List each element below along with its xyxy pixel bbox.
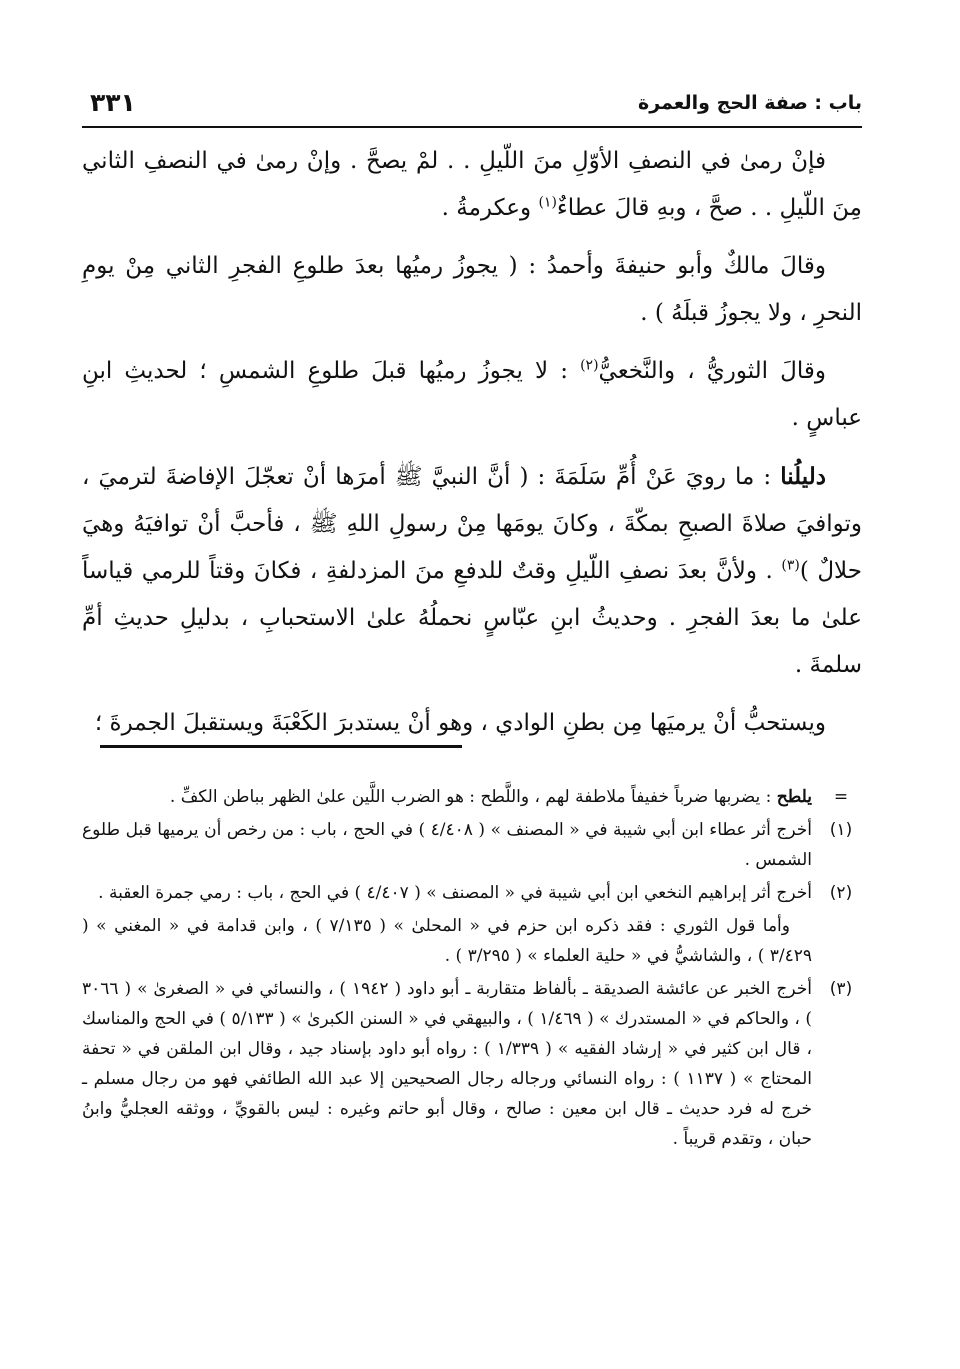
running-header xyxy=(82,82,862,128)
footnote-3-mark: (٣) xyxy=(829,979,853,999)
paragraph-5: ويستحبُّ أنْ يرميَها مِن بطنِ الوادي ، وهو أنْ يستدبرَ الكَعْبَةَ ويستقبلَ الجمرةَ ؛ xyxy=(94,710,826,736)
paragraph-2: وقالَ مالكٌ وأبو حنيفةَ وأحمدُ : ( يجوزُ رميُها بعدَ طلوعِ الفجرِ الثاني مِنْ يومِ النحرِ ، ولا يجوزُ قبلَهُ ) . xyxy=(82,253,862,326)
footnote-2-mark: (٢) xyxy=(829,883,853,903)
footnote-ref-2: (٢) xyxy=(580,357,599,374)
paragraph-4 xyxy=(82,453,862,689)
footnote-3 xyxy=(82,974,862,1154)
main-text xyxy=(82,138,862,758)
evidence-label: دليلُنا xyxy=(780,463,826,490)
footnotes xyxy=(82,782,862,1157)
footnote-2 xyxy=(82,878,862,908)
footnote-continuation-text: : يضربها ضرباً خفيفاً ملاطفة لهم ، واللَّطح : هو الضرب اللَّين علىٰ الظهر بباطن الكفِّ . xyxy=(169,787,777,807)
paragraph-3-end: : لا يجوزُ رميُها قبلَ طلوعِ الشمسِ ؛ لحديثِ ابنِ عباسٍ . xyxy=(82,358,862,431)
footnote-ref-1: (١) xyxy=(538,194,557,211)
footnote-1-mark: (١) xyxy=(829,820,853,840)
footnote-1-text: أخرج أثر عطاء ابن أبي شيبة في « المصنف » ( ٤/٤٠٨ ) في الحج ، باب : من رخص أن يرميها قبل طلوع الشمس . xyxy=(82,820,812,870)
continuation-mark: = xyxy=(833,787,849,807)
chapter-title: باب : صفة الحج والعمرة xyxy=(638,92,862,114)
footnote-headword: يلطح xyxy=(776,787,812,807)
footnote-separator xyxy=(100,745,462,748)
page-number: ٣٣١ xyxy=(90,88,136,117)
paragraph-3 xyxy=(82,348,862,442)
footnote-continuation xyxy=(82,782,862,812)
footnote-2-text: أخرج أثر إبراهيم النخعي ابن أبي شيبة في « المصنف » ( ٤/٤٠٧ ) في الحج ، باب : رمي جمرة العقبة . xyxy=(98,883,812,903)
footnote-3-text: أخرج الخبر عن عائشة الصديقة ـ بألفاظ متقاربة ـ أبو داود ( ١٩٤٢ ) ، والنسائي في « الصغرىٰ » ( ٣٠٦٦ ) ، والحاكم في « المستدرك » ( ١/٤٦٩ ) ، والبيهقي في « السنن الكبرىٰ » ( ٥/١٣٣ ) في الحج والمناسك ، قال ابن كثير في « إرشاد الفقيه » ( ١/٣٣٩ ) : رواه أبو داود بإسناد جيد ، وقال ابن الملقن في « تحفة المحتاج » ( ١١٣٧ ) : رواه النسائي ورجاله رجال الصحيحين إلا عبد الله الطائفي فهو من رجال مسلم ـ خرج له فرد حديث ـ قال ابن معين : صالح ، وقال أبو حاتم وغيره : ليس بالقويِّ ، ووثقه العجليُّ وابنُ حبان ، وتقدم قريباً . xyxy=(82,979,813,1149)
paragraph-3-start: وقالَ الثوريُّ ، والنَّخعيُّ xyxy=(598,358,826,384)
paragraph-1-end: وعكرمةُ . xyxy=(441,195,539,221)
footnote-ref-3: (٣) xyxy=(781,557,800,574)
paragraph-1 xyxy=(82,138,862,232)
footnote-2-continuation: وأما قول الثوري : فقد ذكره ابن حزم في « المحلىٰ » ( ٧/١٣٥ ) ، وابن قدامة في « المغني » ( ٣/٤٢٩ ) ، والشاشيُّ في « حلية العلماء » ( ٣/٢٩٥ ) . xyxy=(82,916,812,966)
footnote-1 xyxy=(82,815,862,875)
paragraph-1-text: فإنْ رمىٰ في النصفِ الأوّلِ منَ اللّيلِ . . لمْ يصحَّ . وإنْ رمىٰ في النصفِ الثاني مِنَ اللّيلِ . . صحَّ ، وبهِ قالَ عطاءٌ xyxy=(82,148,862,221)
paragraph-4-text: : ما رويَ عَنْ أُمِّ سَلَمَةَ : ( أنَّ النبيَّ ﷺ أمرَها أنْ تعجّلَ الإفاضةَ لترميَ ، وتوافيَ صلاةَ الصبحِ بمكّةَ ، وكانَ يومَها مِنْ رسولِ اللهِ ﷺ ، فأحبَّ أنْ توافيَهُ وهيَ حلالٌ ) xyxy=(82,464,863,584)
paragraph-4-end: . ولأنَّ بعدَ نصفِ اللّيلِ وقتٌ للدفعِ منَ المزدلفةِ ، فكانَ وقتاً للرمي قياساً علىٰ ما بعدَ الفجرِ . وحديثُ ابنِ عبّاسٍ نحملُهُ علىٰ الاستحبابِ ، بدليلِ حديثِ أمِّ سلمةَ . xyxy=(82,558,862,678)
